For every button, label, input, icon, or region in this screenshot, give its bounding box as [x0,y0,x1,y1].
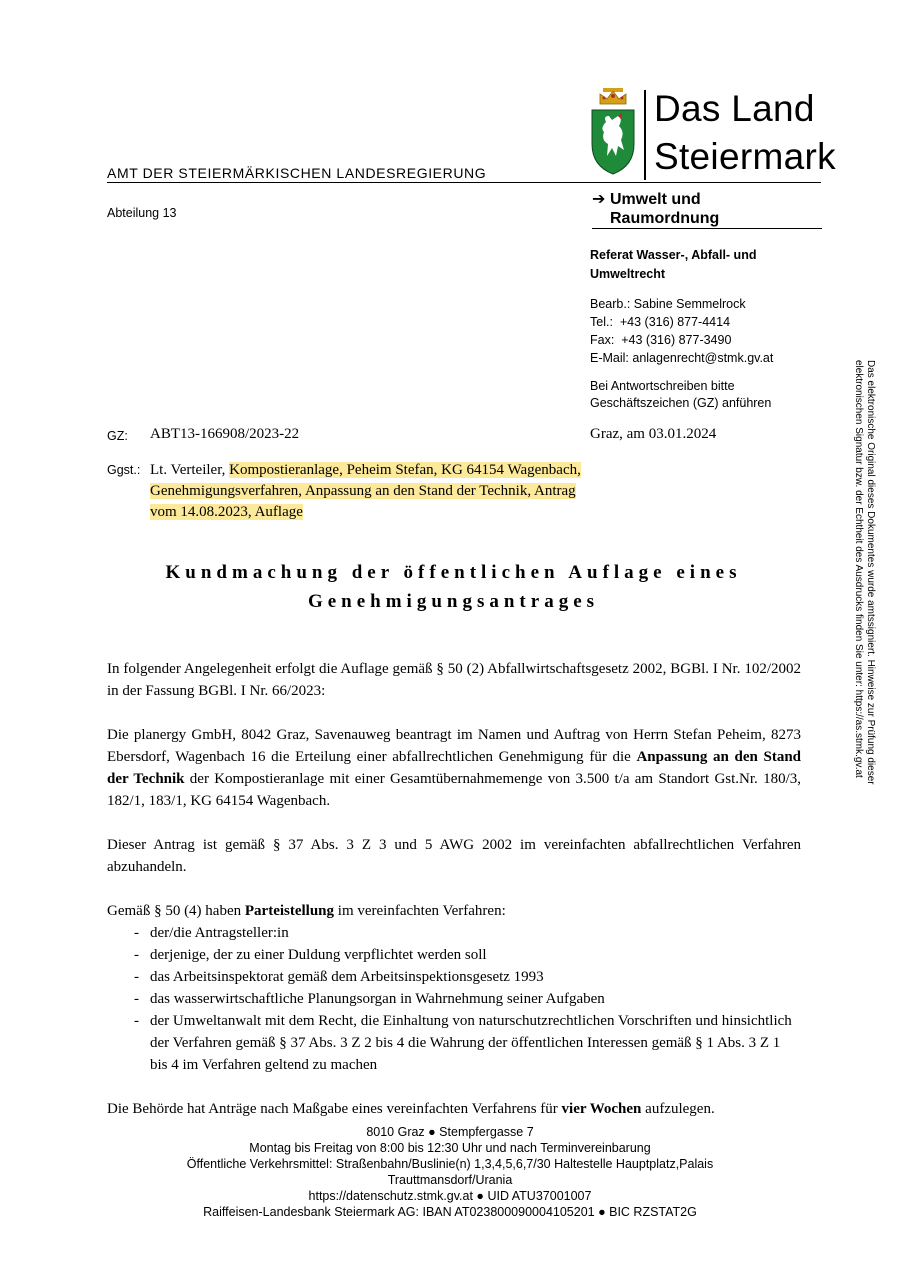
parties-intro-text: Gemäß § 50 (4) haben [107,903,245,919]
department-name [592,190,719,228]
footer-privacy-uid: https://datenschutz.stmk.gv.at ● UID ATU37001007 [308,1189,592,1203]
parties-intro-text-end: im vereinfachten Verfahren: [334,903,506,919]
referat-name: Referat Wasser-, Abfall- und Umweltrecht [590,248,757,281]
list-item-text: der/die Antragsteller:in [150,925,289,941]
title-line1: Kundmachung der öffentlichen Auflage eines [165,562,742,583]
paragraph-application-text: Die planergy GmbH, 8042 Graz, Savenauweg beantragt im Namen und Auftrag von Herrn Stefan Peheim, 8273 Ebersdorf, Wagenbach 16 die Erteilung einer abfallrechtlichen Genehmigung für die [107,727,801,765]
logo [588,86,836,186]
side-note-line1: Das elektronische Original dieses Dokumentes wurde amtssigniert. Hinweise zur Prüfung dieser [865,360,876,785]
list-dash: - [134,969,139,985]
department-name-line1: Umwelt und [610,191,701,208]
list-item-text: das wasserwirtschaftliche Planungsorgan in Wahrnehmung seiner Aufgaben [150,991,605,1007]
authority-name: AMT DER STEIERMÄRKISCHEN LANDESREGIERUNG [107,165,487,181]
deadline-text-end: aufzulegen. [641,1101,715,1117]
reference-note [590,378,771,412]
footer-bank: Raiffeisen-Landesbank Steiermark AG: IBAN AT023800090004105201 ● BIC RZSTAT2G [203,1205,697,1219]
list-dash: - [134,1013,139,1029]
contact-block [590,295,773,367]
subject-highlighted: Kompostieranlage, Peheim Stefan, KG 64154 Wagenbach, Genehmigungsverfahren, Anpassung an den Stand der Technik, Antrag vom 14.08.2023, Auflage [150,462,581,520]
title-line2: Genehmigungsantrages [307,591,600,612]
list-item [107,944,801,966]
paragraph-legal-basis: In folgender Angelegenheit erfolgt die Auflage gemäß § 50 (2) Abfallwirtschaftsgesetz 2002, BGBl. I Nr. 102/2002 in der Fassung BGBl. I Nr. 66/2023: [107,661,801,699]
email-address: E-Mail: anlagenrecht@stmk.gv.at [590,351,774,365]
list-item [107,988,801,1010]
deadline-bold: vier Wochen [561,1101,642,1117]
department-number: Abteilung 13 [107,206,177,220]
page-footer [0,1124,900,1220]
list-item-text: das Arbeitsinspektorat gemäß dem Arbeitsinspektionsgesetz 1993 [150,969,544,985]
department-rule [592,228,822,229]
paragraph-application-bold: Anpassung an den Stand der Technik [107,749,801,787]
paragraph-parties-intro [107,900,801,922]
subject-label: Ggst.: [107,463,141,477]
subject-text [150,460,590,523]
logo-divider [644,90,646,180]
fax-number: Fax: +43 (316) 877-3490 [590,333,732,347]
side-note-line2: elektronischen Signatur bzw. der Echtheit des Ausdrucks finden Sie unter: https://as.stmk.gv.at [853,360,865,778]
logo-text-line2: Steiermark [654,136,836,177]
document-title [107,558,800,616]
letter-date: Graz, am 03.01.2024 [590,426,717,442]
logo-text-line1: Das Land [654,88,815,129]
list-dash: - [134,925,139,941]
list-item [107,966,801,988]
list-item [107,1010,801,1076]
footer-hours: Montag bis Freitag von 8:00 bis 12:30 Uhr und nach Terminvereinbarung [249,1141,651,1155]
gz-label: GZ: [107,429,128,443]
deadline-text: Die Behörde hat Anträge nach Maßgabe eines vereinfachten Verfahrens für [107,1101,562,1117]
reference-note-line1: Bei Antwortschreiben bitte [590,379,735,393]
footer-transport-cont: Trauttmansdorf/Urania [387,1173,513,1187]
paragraph-application [107,724,801,812]
document-body [107,658,801,1120]
case-officer: Bearb.: Sabine Semmelrock [590,297,746,311]
paragraph-application-text-end: der Kompostieranlage mit einer Gesamtübernahmemenge von 3.500 t/a am Standort Gst.Nr. 180/3, 182/1, 183/1, KG 64154 Wagenbach. [107,771,801,809]
footer-address: 8010 Graz ● Stempfergasse 7 [366,1125,534,1139]
parties-list [107,922,801,1076]
arrow-right-icon: ➔ [592,191,606,208]
parties-intro-bold: Parteistellung [244,903,335,919]
coat-of-arms-icon [588,86,638,176]
list-dash: - [134,947,139,963]
department-name-line2: Raumordnung [610,210,720,227]
list-item-text: derjenige, der zu einer Duldung verpflichtet werden soll [150,947,487,963]
paragraph-deadline [107,1098,801,1120]
list-item [107,922,801,944]
paragraph-procedure: Dieser Antrag ist gemäß § 37 Abs. 3 Z 3 und 5 AWG 2002 im vereinfachten abfallrechtlichen Verfahren abzuhandeln. [107,837,801,875]
signature-side-note [836,360,876,820]
subject-plain: Lt. Verteiler, [150,462,230,478]
footer-transport: Öffentliche Verkehrsmittel: Straßenbahn/Buslinie(n) 1,3,4,5,6,7/30 Haltestelle Hauptplatz,Palais [186,1157,714,1171]
phone-number: Tel.: +43 (316) 877-4414 [590,315,731,329]
gz-value: ABT13-166908/2023-22 [150,426,300,442]
reference-note-line2: Geschäftszeichen (GZ) anführen [590,396,772,410]
list-dash: - [134,991,139,1007]
list-item-text: der Umweltanwalt mit dem Recht, die Einhaltung von naturschutzrechtlichen Vorschriften und hinsichtlich der Verfahren gemäß § 37 Abs. 3 Z 2 bis 4 die Wahrung der öffentlichen Interessen gemäß § 1 Abs. 3 Z 1 bis 4 im Verfahren geltend zu machen [150,1013,792,1073]
